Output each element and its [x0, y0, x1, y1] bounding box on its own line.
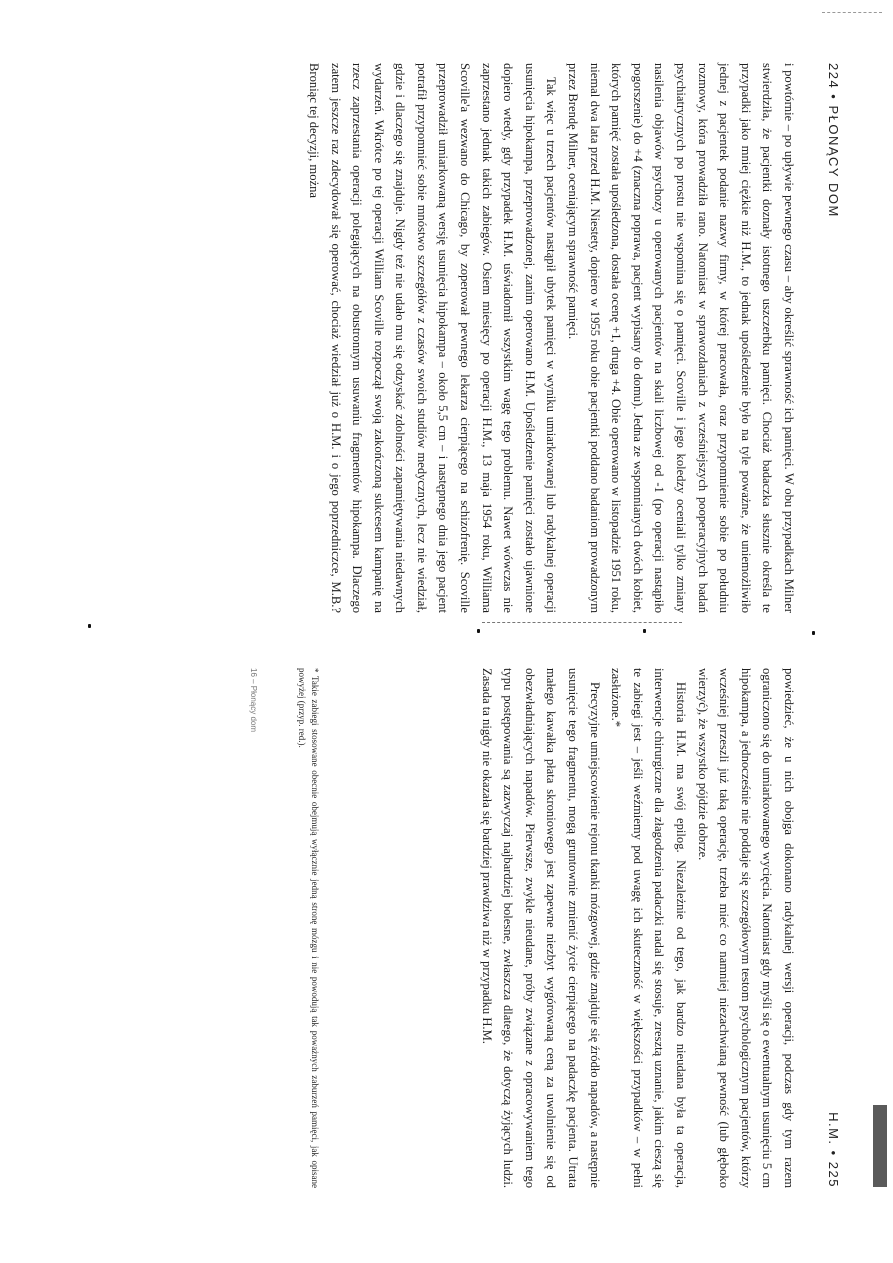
paragraph: i powtórnie – po upływie pewnego czasu – aby określić sprawność ich pamięci. W obu przypadkach Milner stwierdziła, że pacjentki doznały istotnego uszczerbku pamięci. Chociaż badaczka słusznie określa te przypadki jako mniej ciężkie niż H.M., to jednak upośledzenie było na tyle poważne, że uniemożliwiło jednej z pacjentek podanie nazwy firmy, w której pracowała, oraz przypomnienie sobie po południu rozmowy, która prowadziła rano. Natomiast w sprawozdaniach z wcześniejszych pooperacyjnych badań psychiatrycznych po prostu nie wspomina się o pamięci. Scoville i jego koledzy oceniali tylko zmiany nasilenia objawów psychozy u operowanych pacjentów na skali liczbowej od -1 (po operacji nastąpiło pogorszenie) do +4 (znaczna poprawa, pacjent wypisany do domu). Jedna ze wspomnianych dwóch kobiet, których pamięć została upośledzona, dostała ocenę +1, druga +4. Obie operowano w listopadzie 1951 roku, niemal dwa lata przed H.M. Niestety, dopiero w 1955 roku obie pacjentki poddano badaniom prowadzonym przez Brendę Milner, oceniającym sprawność pamięci. [566, 63, 796, 613]
scan-speck [477, 629, 480, 633]
paragraph: Tak więc u trzech pacjentów nastąpił ubytek pamięci w wyniku umiarkowanej lub radykalnej operacji usunięcia hipokampa, przeprowadzonej, zanim operowano H.M. Upośledzenie pamięci zostało ujawnione dopiero wtedy, gdy przypadek H.M. uświadomił wszystkim wagę tego problemu. Nawet wówczas nie zaprzestano jednak takich zabiegów. Osiem miesięcy po operacji H.M., 13 maja 1954 roku, Williama Scoville'a wezwano do Chicago, by zoperował pewnego lekarza cierpiącego na schizofrenię. Scoville przeprowadził umiarkowaną wersję usunięcia hipokampa – około 5,5 cm – i następnego dnia jego pacjent potrafił przypomnieć sobie mnóstwo szczegółów z czasów swoich studiów medycznych, lecz nie wiedział, gdzie i dlaczego się znajduje. Nigdy też nie udało mu się odzyskać zdolności zapamiętywania niedawnych wydarzeń. Wkrótce po tej operacji William Scoville rozpoczął swoją zakończoną sukcesem kampanię na rzecz zaprzestania operacji polegających na obustronnym usuwaniu fragmentów hipokampa. Dlaczego zatem jeszcze raz zdecydował się operować, chociaż wiedział już o H.M. i o jego poprzedniczce, M.B.? Broniąc tej decyzji, można [306, 63, 559, 613]
paragraph: Precyzyjne umiejscowienie rejonu tkanki mózgowej, gdzie znajduje się źródło napadów, a następnie usunięcie tego fragmentu, mogą gruntownie zmienić życie cierpiącego na padaczkę pacjenta. Utrata małego kawałka płata skroniowego jest zapewne niezbyt wygórowaną ceną za uwolnienie się od obezwładniających napadów. Pierwsze, zwykle nieudane, próby związane z opracowywaniem tego typu postępowania są zazwyczaj najbardziej bolesne, zwłaszcza dlatego, że dotyczą żyjących ludzi. Zasada ta nigdy nie okazała się bardziej prawdziwa niż w przypadku H.M. [479, 668, 602, 1188]
running-header-left: 224 • PŁONĄCY DOM [826, 63, 841, 218]
paragraph: powiedzieć, że u nich obojga dokonano radykalnej wersji operacji, podczas gdy tym razem ograniczono się do umiarkowanego wycięcia. Natomiast gdy myśli się o ewentualnym usunięciu 5 cm hipokampa, a jednocześnie nie poddaje się szczegółowym testom psychologicznym pacjentów, którzy wcześniej przeszli już taką operację, trzeba mieć co namniej niezachwianą pewność (lub głęboko wierzyć), że wszystko pójdzie dobrze. [695, 668, 796, 1188]
signature-mark: 16 – Płonący dom [249, 668, 258, 733]
scan-edge-bar [873, 1105, 887, 1187]
scan-speck [812, 631, 815, 635]
left-page-body [302, 63, 799, 613]
right-page [241, 668, 841, 1188]
scan-edge-mark [822, 12, 882, 14]
right-page-body [475, 668, 799, 1188]
paragraph: Historia H.M. ma swój epilog. Niezależnie od tego, jak bardzo nieudana była ta operacja, interwencje chirurgiczne dla złagodzenia padaczki nadal się stosuje, zresztą uznanie, jakim cieszą się te zabiegi jest – jeśli weźmiemy pod uwagę ich skuteczność w większości przypadków – w pełni zasłużone.* [609, 668, 689, 1188]
gutter-rule [482, 622, 682, 624]
left-page [129, 63, 841, 613]
running-header-right: H.M. • 225 [826, 1112, 841, 1188]
scan-speck [643, 629, 646, 633]
scan-speck [88, 624, 91, 628]
footnote: * Takie zabiegi stosowane obecnie obejmują wyłącznie jedną stronę mózgu i nie powodują tak poważnych zaburzeń pamięci, jak opisane powyżej (przyp. red.). [297, 668, 320, 1188]
